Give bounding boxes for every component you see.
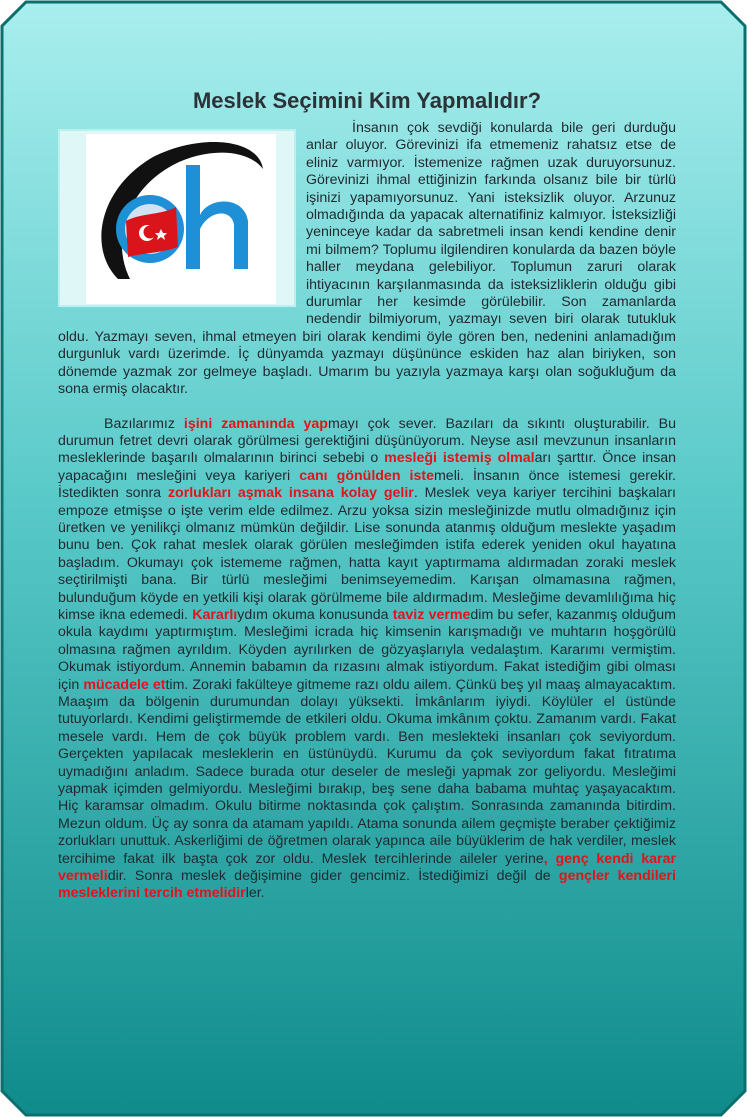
article-title: Meslek Seçimini Kim Yapmalıdır? [192,88,542,113]
text-segment: ler. [245,885,265,902]
text-segment: ydım okuma konusunda [237,606,393,623]
article [58,88,676,903]
text-segment: meli. İnsanın önce istemesi gerekir. İstedikten sonra [58,467,676,502]
highlight-text: taviz verme [392,606,471,623]
text-segment: dim bu sefer, kazanmış olduğum okula kaydımı yaptırmıştım. Mesleğimi icrada hiç kimsenin karışmadığı ve muhtarın hoşgörülü olmasına rağmen ayrıldım. Köyden ayrılırken de gözyaşlarıyla vedalaştım. Kararımı vermiştim. Okumak istiyordum. Annemin babamın da rızasını almak istiyordum. Fakat istediğim gibi olması için [58,606,676,693]
oh-logo-with-turkish-flag-icon [58,129,296,307]
highlight-text: gençler kendileri mesleklerini tercih etmelidir [58,868,676,902]
text-segment: . Meslek veya kariyer tercihini başkaları empoze etmişse o işte verim elde edilmez. Arzu yoksa sizin mesleğinizde mutlu olmadığınız için üretken ve yenilikçi olmanız mümkün değildir. Lise sonunda atanmış olduğum meslekte yaşadım bunu ben. Çok rahat meslek olarak görülen mesleğimden istifa ederek yeniden okul hayatına başladım. Okumayı çok istememe rağmen, hatta kayıt yaptırmama aldırmadan zoraki meslek seçtirilmişti bana. Bir türlü mesleğimi benimseyemedim. Karışan olmamasına rağmen, bulunduğum köyde en yetkili kişi olarak görülmeme bile aldırmadım. Mesleğime devamlılığıma hiç kimse ikna edemedi. [58,485,676,623]
highlight-text: mücadele et [83,676,166,693]
highlight-text: işini zamanında yap [183,415,328,432]
highlight-text: zorlukları aşmak insana kolay gelir [167,485,414,502]
paragraph-main [58,416,676,903]
text-segment: mayı çok sever. Bazıları da sıkıntı oluşturabilir. Bu durumun fetret devri olarak görülmesi gerektiğini düşünüyorum. Neyse asıl mevzunun insanların mesleklerinde başarılı olmalarının birinci sebebi o [58,415,676,467]
text-segment: dir. Sonra meslek değişimine gider gencimiz. İstediğimizi değil de [107,868,559,885]
highlight-text: , genç kendi karar vermeli [58,850,676,885]
highlight-text: canı gönülden iste [299,467,434,484]
paragraph-intro: İnsanın çok sevdiği konularda bile geri durduğu anlar oluyor. Görevinizi ifa etmemeniz rahatsız etse de eliniz varmıyor. İstemenize rağmen uzak duruyorsunuz. Görevinizi ihmal ettiğinizin farkında olsanız bile bir türlü işinizi yapamıyorsunuz. Yani isteksizlik oluyor. Arzunuz olmadığında da yapacak alternatifiniz kalmıyor. İsteksizliği yeninceye kadar da sabretmeli insan kendi kendine denir mi bilmem? Toplumu ilgilendiren konularda da bazen böyle haller meydana gelebiliyor. Toplumun zaruri olarak ihtiyacının karşılanmasında da isteksizliklerin olduğu gibi durumlar her kesimde görülebilir. Son zamanlarda nedendir bilmiyorum, yazmayı seven biri olarak tutukluk oldu. Yazmayı seven, ihmal etmeyen biri olarak kendimi öyle gören ben, nedenini anlamadığım durgunluk vardı üzerimde. İç dünyamda yazmayı düşününce eskiden haz alan biriyken, son dönemde yazmak zor gelmeye başladı. Umarım bu yazıyla yazmaya karşı olan soğukluğum da sona ermiş olacaktır. [58,120,676,398]
text-segment: Bazılarımız [104,415,184,432]
highlight-text: Kararlı [192,606,238,623]
text-segment: tim. Zoraki fakülteye gitmeme razı oldu ailem. Çünkü beş yıl maaş almayacaktım. Maaşım da bölgenin durumundan dolayı yüksekti. İmkânlarım iyiydi. Köylüler el üstünde tutuyorlardı. Kendimi geliştirmemde de etkileri oldu. Okuma imkânım çoktu. Zamanım vardı. Fakat mesele vardı. Hem de çok büyük problem vardı. Ben meslekteki insanları çok seviyordum. Gerçekten yapılacak mesleklerin en üstünüydü. Kurumu da çok seviyordum fakat fıtratıma uymadığını anladım. Sadece burada otur deseler de mesleği yapmak zor geliyordu. Mesleğimi yapmak içimden gelmiyordu. Mesleğimi bırakıp, beş sene daha babama muhtaç yaşayacaktım. Hiç karamsar olmadım. Okulu bitirme noktasında çok çalıştım. Sonrasında zamanında bitirdim. Mezun oldum. Üç ay sonra da atamam yapıldı. Atama sonunda ailem geçmişte beraber çektiğimiz zorlukları unuttuk. Askerliğimi de öğretmen olarak yapınca aile büyüklerim de hak verdiler, meslek tercihime fakat ilk başta çok zor oldu. Meslek tercihlerinde aileler yerine [58,676,677,867]
text-segment: arı şarttır. Önce insan yapacağını mesleğini veya kariyeri [58,450,676,484]
logo-frame [58,129,296,307]
highlight-text: mesleği istemiş olmal [384,450,535,467]
